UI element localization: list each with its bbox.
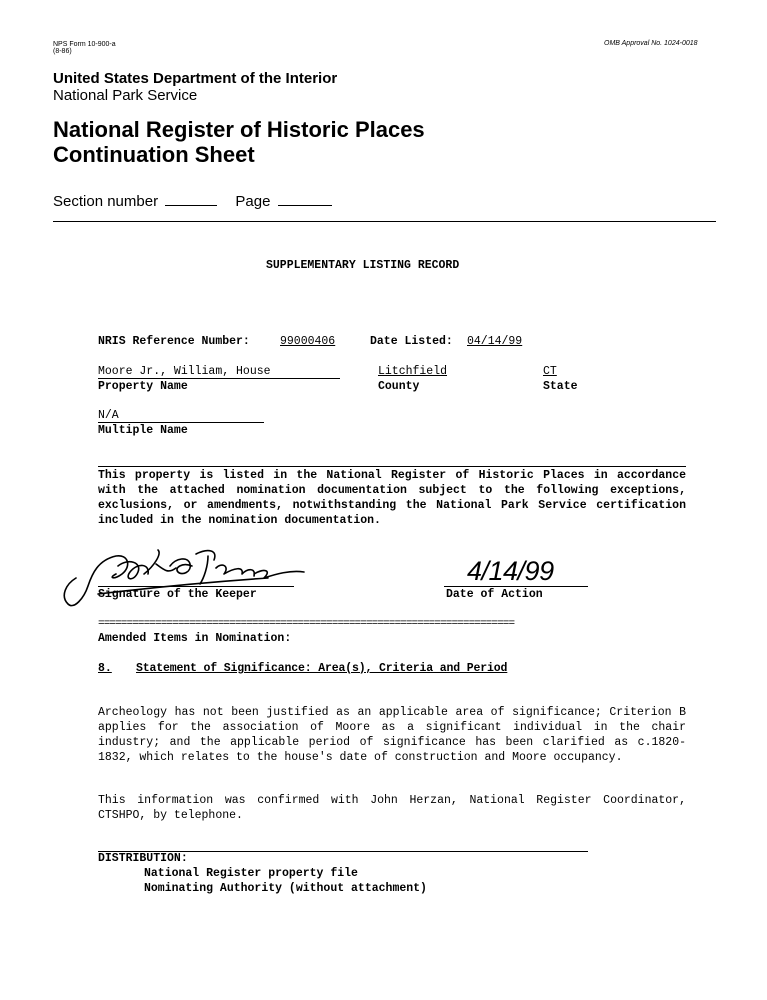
signature-keeper-label: Signature of the Keeper	[98, 588, 257, 601]
amended-item-title: Statement of Significance: Area(s), Criteria and Period	[136, 662, 508, 675]
amended-heading: Amended Items in Nomination:	[98, 632, 292, 645]
page-title-line1: National Register of Historic Places	[53, 117, 425, 142]
county-label: County	[378, 380, 420, 393]
section-number-field	[53, 193, 332, 210]
state-value: CT	[543, 365, 557, 378]
form-date: (8-86)	[53, 48, 72, 55]
page-label: Page	[235, 193, 271, 210]
distribution-item: Nominating Authority (without attachment)	[144, 882, 427, 895]
separator-line: =========================================================================	[98, 618, 515, 630]
property-name-underline	[98, 378, 340, 379]
certification-text: This property is listed in the National Register of Historic Places in accordance with the attached nomination documentation subject to the following exceptions, exclusions, or amendments, notwithstanding the National Park Service certification included in the nomination documentation.	[98, 469, 686, 527]
page-title-line2: Continuation Sheet	[53, 142, 255, 167]
amended-paragraph-2: This information was confirmed with John Herzan, National Register Coordinator, CTSHPO, by telephone.	[98, 794, 686, 822]
nris-value: 99000406	[280, 335, 336, 348]
department-name: United States Department of the Interior	[53, 70, 338, 87]
certification-divider	[98, 466, 686, 467]
record-heading: SUPPLEMENTARY LISTING RECORD	[266, 259, 460, 272]
agency-name: National Park Service	[53, 87, 198, 104]
multiple-name-value: N/A	[98, 409, 119, 422]
date-of-action-line	[444, 586, 588, 587]
date-listed-label: Date Listed:	[370, 335, 453, 348]
keeper-signature-line	[98, 586, 294, 587]
distribution-heading: DISTRIBUTION:	[98, 852, 188, 865]
distribution-item: National Register property file	[144, 867, 358, 880]
state-label: State	[543, 380, 578, 393]
omb-approval: OMB Approval No. 1024-0018	[604, 40, 698, 47]
multiple-name-label: Multiple Name	[98, 424, 188, 437]
form-number: NPS Form 10-900-a	[53, 41, 116, 48]
county-value: Litchfield	[378, 365, 448, 378]
date-of-action-label: Date of Action	[446, 588, 543, 601]
multiple-name-underline	[98, 422, 264, 423]
date-of-action-handwritten: 4/14/99	[467, 556, 554, 586]
keeper-signature	[58, 544, 308, 612]
page-number-blank	[278, 205, 332, 206]
section-number-label: Section number	[53, 193, 159, 210]
nris-label: NRIS Reference Number:	[98, 335, 250, 348]
amended-item-number: 8.	[98, 662, 112, 675]
amended-paragraph-1: Archeology has not been justified as an applicable area of significance; Criterion B applies for the association of Moore as a significant individual in the chair industry; and the applicable period of significance has been clarified as c.1820-1832, which relates to the house's date of construction and Moore occupancy.	[98, 706, 686, 764]
date-listed-value: 04/14/99	[467, 335, 523, 348]
property-name-value: Moore Jr., William, House	[98, 365, 271, 378]
header-divider	[53, 221, 716, 222]
section-number-blank	[165, 205, 217, 206]
property-name-label: Property Name	[98, 380, 188, 393]
